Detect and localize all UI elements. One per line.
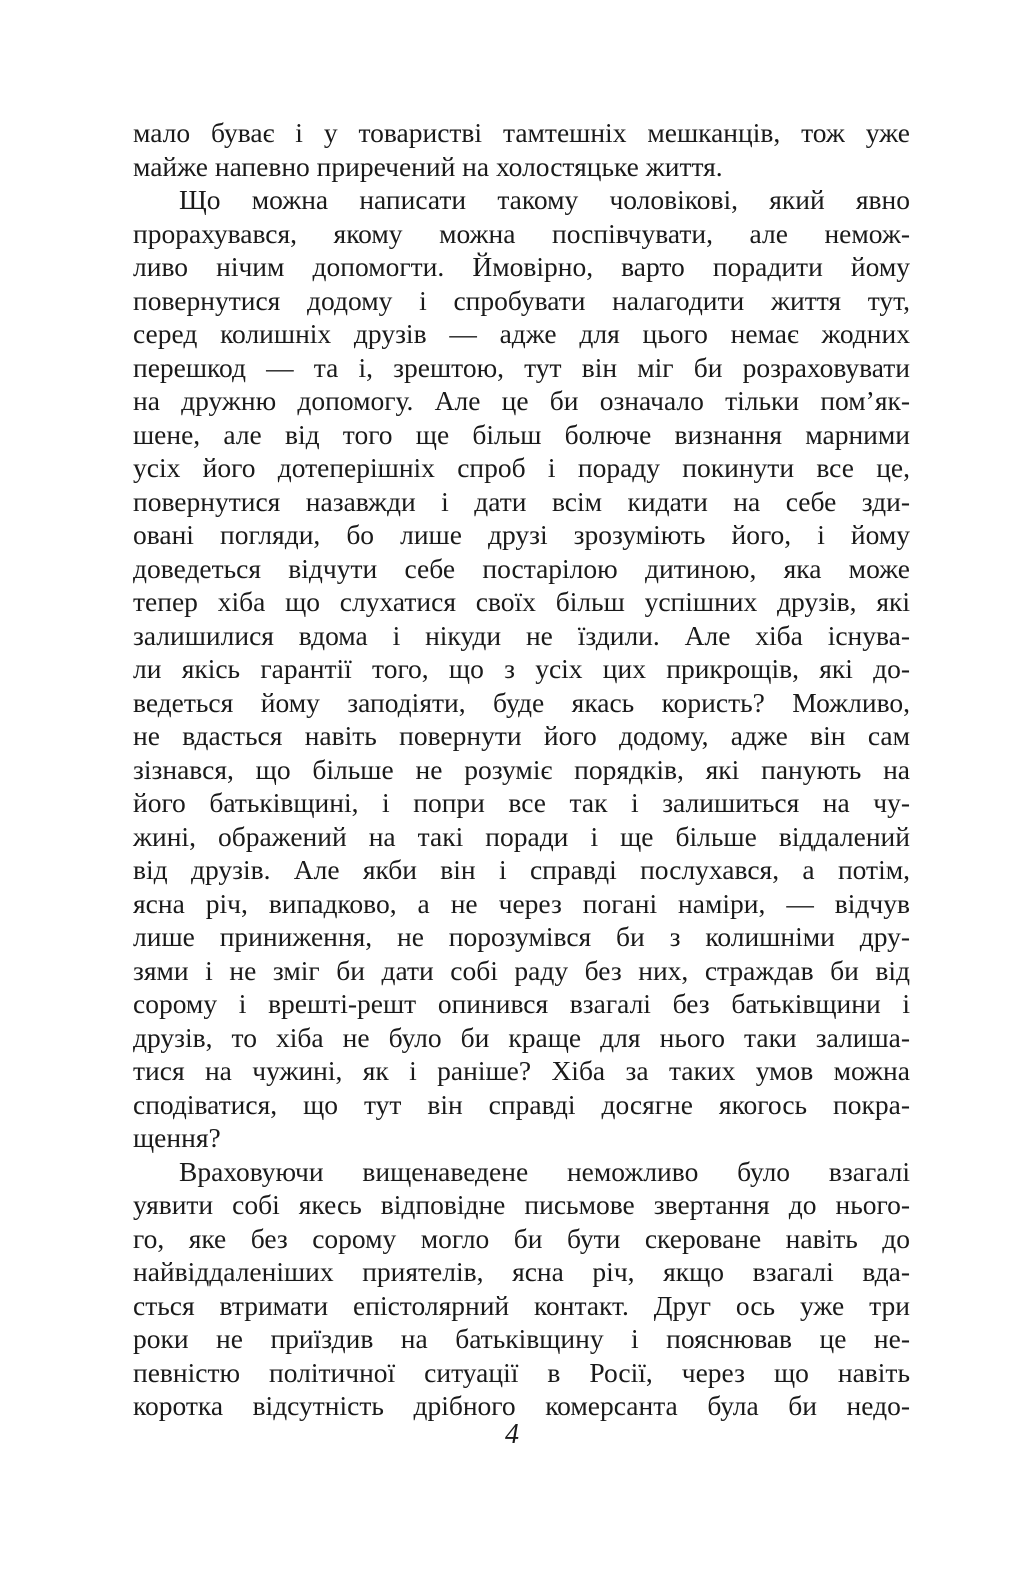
text-line: уявити собі якесь відповідне письмове звертання до нього- (133, 1189, 910, 1220)
text-line: найвіддаленіших приятелів, ясна річ, якщо взагалі вда- (133, 1256, 910, 1287)
text-line: прорахувався, якому можна поспівчувати, але немож- (133, 217, 910, 249)
text-line: тися на чужині, як і раніше? Хіба за таких умов можна (133, 1055, 910, 1086)
text-line: роки не приїздив на батьківщину і пояснював це не- (133, 1323, 910, 1354)
text-line: його батьківщині, і попри все так і залишиться на чу- (133, 787, 910, 818)
text-line: жині, ображений на такі поради і ще більше віддалений (133, 820, 910, 852)
text-line: доведеться відчути себе постарілою дитиною, яка може (133, 552, 910, 584)
text-line: серед колишніх друзів — адже для цього немає жодних (133, 318, 910, 349)
text-line: майже напевно приречений на холостяцьке життя. (133, 150, 723, 182)
text-line: на дружню допомогу. Але це би означало тільки пом’як- (133, 385, 910, 416)
text-line: овані погляди, бо лише друзі зрозуміють його, і йому (133, 519, 910, 550)
text-line: Враховуючи вищенаведене неможливо було взагалі (179, 1155, 910, 1187)
text-line: друзів, то хіба не було би краще для нього таки залиша- (133, 1021, 910, 1053)
text-line: го, яке без сорому могло би бути скероване навіть до (133, 1222, 910, 1254)
text-line: певністю політичної ситуації в Росії, через що навіть (133, 1356, 910, 1388)
text-line: ясна річ, випадково, а не через погані наміри, — відчув (133, 887, 910, 919)
text-line: лише приниження, не порозумівся би з колишніми дру- (133, 921, 910, 952)
text-line: перешкод — та і, зрештою, тут він міг би розраховувати (133, 351, 910, 383)
text-line: ливо нічим допомогти. Ймовірно, варто порадити йому (133, 251, 910, 282)
text-line: повернутися додому і спробувати налагодити життя тут, (133, 284, 910, 316)
text-line: сться втримати епістолярний контакт. Друг ось уже три (133, 1289, 910, 1321)
text-line: залишилися вдома і нікуди не їздили. Але хіба існува- (133, 619, 910, 651)
text-line: зями і не зміг би дати собі раду без них, страждав би від (133, 954, 910, 986)
text-line: зізнався, що більше не розуміє порядків, які панують на (133, 753, 910, 785)
text-line: мало буває і у товаристві тамтешніх мешканців, тож уже (133, 117, 910, 148)
text-line: Що можна написати такому чоловікові, який явно (179, 184, 910, 215)
text-line: щення? (133, 1122, 221, 1153)
text-line: від друзів. Але якби він і справді послухався, а потім, (133, 854, 910, 885)
text-line: шене, але від того ще більш болюче визнання марними (133, 418, 910, 450)
text-line: ведеться йому заподіяти, буде якась користь? Можливо, (133, 686, 910, 718)
text-line: тепер хіба що слухатися своїх більш успішних друзів, які (133, 586, 910, 617)
text-line: коротка відсутність дрібного комерсанта була би недо- (133, 1390, 910, 1421)
text-line: сорому і врешті-решт опинився взагалі без батьківщини і (133, 988, 910, 1019)
text-line: повернутися назавжди і дати всім кидати на себе зди- (133, 485, 910, 517)
text-line: не вдасться навіть повернути його додому, адже він сам (133, 720, 910, 751)
page-number: 4 (505, 1419, 519, 1450)
text-line: ли якісь гарантії того, що з усіх цих прикрощів, які до- (133, 653, 910, 684)
text-line: сподіватися, що тут він справді досягне якогось покра- (133, 1088, 910, 1120)
text-line: усіх його дотеперішніх спроб і пораду покинути все це, (133, 452, 910, 483)
body-text (133, 116, 910, 1423)
